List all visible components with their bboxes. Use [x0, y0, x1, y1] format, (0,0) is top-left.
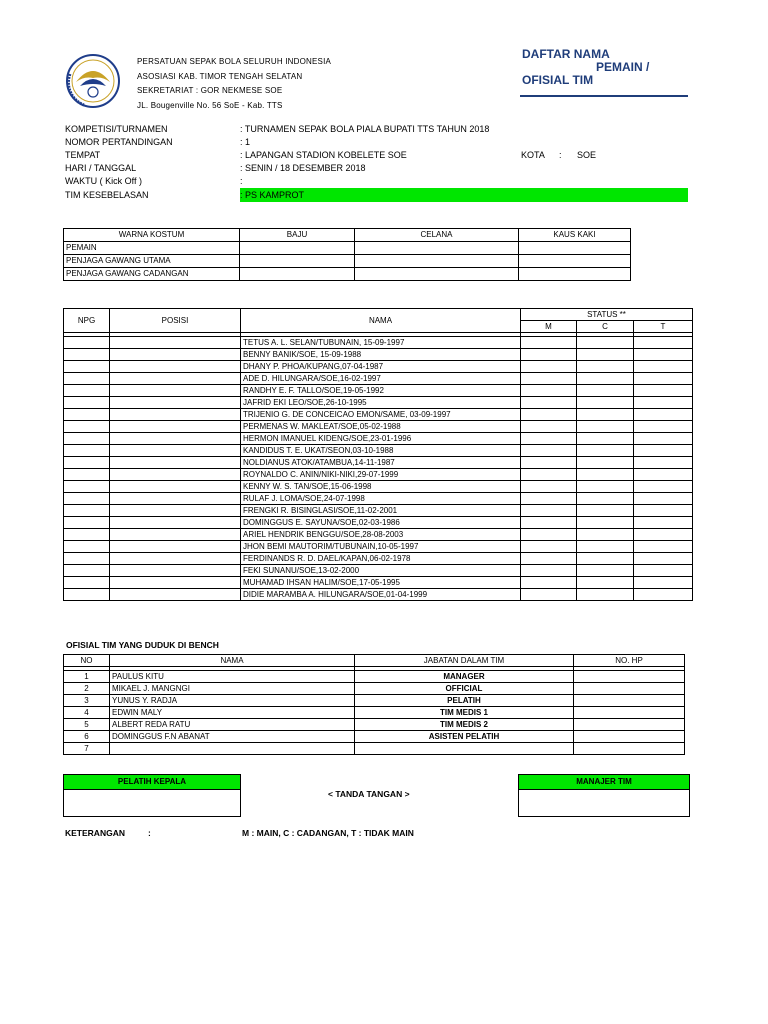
pssi-logo [64, 52, 134, 110]
col-header-nama: NAMA [110, 655, 355, 667]
status-m-cell[interactable] [521, 421, 577, 433]
official-no: 1 [64, 671, 110, 683]
posisi-cell[interactable] [110, 565, 241, 577]
col-header-jabatan: JABATAN DALAM TIM [355, 655, 574, 667]
status-t-cell[interactable] [634, 481, 693, 493]
npg-cell[interactable] [64, 337, 110, 349]
col-header-t: T [634, 321, 693, 333]
kota-label: KOTA [521, 150, 545, 160]
player-rows [64, 333, 693, 601]
official-role: TIM MEDIS 1 [355, 707, 574, 719]
npg-cell[interactable] [64, 349, 110, 361]
table-row [64, 337, 693, 349]
table-row [64, 577, 693, 589]
player-name: FRENGKI R. BISINGLASI/SOE,11-02-2001 [241, 505, 521, 517]
kota-colon: : [559, 150, 562, 160]
manajer-label: MANAJER TIM [519, 775, 689, 790]
col-header-posisi: POSISI [110, 309, 241, 333]
status-c-cell[interactable] [577, 373, 634, 385]
col-header-hp: NO. HP [574, 655, 685, 667]
status-c-cell[interactable] [577, 457, 634, 469]
status-t-cell[interactable] [634, 493, 693, 505]
info-value: : LAPANGAN STADION KOBELETE SOE [240, 150, 407, 160]
official-name: EDWIN MALY [110, 707, 355, 719]
official-name: ALBERT REDA RATU [110, 719, 355, 731]
table-row [64, 683, 685, 695]
status-c-cell[interactable] [577, 553, 634, 565]
player-name: DIDIE MARAMBA A. HILUNGARA/SOE,01-04-1999 [241, 589, 521, 601]
player-name: JHON BEMI MAUTORIM/TUBUNAIN,10-05-1997 [241, 541, 521, 553]
table-row [64, 695, 685, 707]
npg-cell[interactable] [64, 385, 110, 397]
table-row [64, 242, 631, 255]
posisi-cell[interactable] [110, 433, 241, 445]
status-c-cell[interactable] [577, 349, 634, 361]
status-m-cell[interactable] [521, 445, 577, 457]
official-name: DOMINGGUS F.N ABANAT [110, 731, 355, 743]
table-row [64, 361, 693, 373]
status-c-cell[interactable] [577, 421, 634, 433]
col-header-nama: NAMA [241, 309, 521, 333]
status-t-cell[interactable] [634, 421, 693, 433]
status-c-cell[interactable] [577, 577, 634, 589]
table-header-row [64, 309, 693, 321]
table-header-row [64, 655, 685, 667]
baju-cell[interactable] [240, 268, 355, 281]
title-underline [520, 95, 688, 97]
status-t-cell[interactable] [634, 589, 693, 601]
info-label: NOMOR PERTANDINGAN [65, 137, 173, 147]
pelatih-label: PELATIH KEPALA [64, 775, 240, 790]
table-row [64, 445, 693, 457]
celana-cell[interactable] [355, 242, 519, 255]
status-m-cell[interactable] [521, 433, 577, 445]
npg-cell[interactable] [64, 469, 110, 481]
npg-cell[interactable] [64, 577, 110, 589]
player-name: ADE D. HILUNGARA/SOE,16-02-1997 [241, 373, 521, 385]
posisi-cell[interactable] [110, 385, 241, 397]
status-c-cell[interactable] [577, 409, 634, 421]
table-row [64, 743, 685, 755]
npg-cell[interactable] [64, 541, 110, 553]
ofisial-table [63, 654, 685, 755]
posisi-cell[interactable] [110, 397, 241, 409]
posisi-cell[interactable] [110, 337, 241, 349]
npg-cell[interactable] [64, 433, 110, 445]
signature-caption: < TANDA TANGAN > [328, 789, 410, 799]
col-header-m: M [521, 321, 577, 333]
table-row [64, 505, 693, 517]
official-no: 6 [64, 731, 110, 743]
posisi-cell[interactable] [110, 421, 241, 433]
player-name: MUHAMAD IHSAN HALIM/SOE,17-05-1995 [241, 577, 521, 589]
kaus-cell[interactable] [519, 255, 631, 268]
status-t-cell[interactable] [634, 445, 693, 457]
posisi-cell[interactable] [110, 349, 241, 361]
org-line: JL. Bougenville No. 56 SoE - Kab. TTS [137, 100, 283, 110]
team-highlight-bar [240, 188, 688, 202]
player-name: DHANY P. PHOA/KUPANG,07-04-1987 [241, 361, 521, 373]
official-phone[interactable] [574, 707, 685, 719]
status-t-cell[interactable] [634, 457, 693, 469]
status-m-cell[interactable] [521, 469, 577, 481]
player-name: KENNY W. S. TAN/SOE,15-06-1998 [241, 481, 521, 493]
status-m-cell[interactable] [521, 349, 577, 361]
status-m-cell[interactable] [521, 397, 577, 409]
player-name: ROYNALDO C. ANIN/NIKI-NIKI,29-07-1999 [241, 469, 521, 481]
table-row [64, 541, 693, 553]
status-c-cell[interactable] [577, 445, 634, 457]
info-label: HARI / TANGGAL [65, 163, 137, 173]
npg-cell[interactable] [64, 565, 110, 577]
status-t-cell[interactable] [634, 577, 693, 589]
pelatih-signature-box[interactable] [63, 774, 241, 817]
info-label: TIM KESEBELASAN [65, 190, 149, 200]
table-row [64, 421, 693, 433]
status-t-cell[interactable] [634, 517, 693, 529]
status-t-cell[interactable] [634, 433, 693, 445]
status-c-cell[interactable] [577, 565, 634, 577]
npg-cell[interactable] [64, 589, 110, 601]
status-c-cell[interactable] [577, 385, 634, 397]
official-no: 4 [64, 707, 110, 719]
official-no: 5 [64, 719, 110, 731]
player-name: TETUS A. L. SELAN/TUBUNAIN, 15-09-1997 [241, 337, 521, 349]
ofisial-title: OFISIAL TIM YANG DUDUK DI BENCH [66, 640, 219, 650]
status-c-cell[interactable] [577, 529, 634, 541]
player-name: FERDINANDS R. D. DAEL/KAPAN,06-02-1978 [241, 553, 521, 565]
table-row [64, 707, 685, 719]
player-name: NOLDIANUS ATOK/ATAMBUA,14-11-1987 [241, 457, 521, 469]
posisi-cell[interactable] [110, 481, 241, 493]
official-role: PELATIH [355, 695, 574, 707]
player-name: ARIEL HENDRIK BENGGU/SOE,28-08-2003 [241, 529, 521, 541]
table-row [64, 349, 693, 361]
status-m-cell[interactable] [521, 385, 577, 397]
npg-cell[interactable] [64, 421, 110, 433]
player-table [63, 308, 693, 601]
status-c-cell[interactable] [577, 361, 634, 373]
status-t-cell[interactable] [634, 373, 693, 385]
table-row [64, 433, 693, 445]
status-m-cell[interactable] [521, 493, 577, 505]
table-row [64, 719, 685, 731]
npg-cell[interactable] [64, 445, 110, 457]
official-phone[interactable] [574, 743, 685, 755]
player-name: PERMENAS W. MAKLEAT/SOE,05-02-1988 [241, 421, 521, 433]
table-row [64, 409, 693, 421]
status-m-cell[interactable] [521, 481, 577, 493]
info-value: : [240, 176, 243, 186]
info-label: WAKTU ( Kick Off ) [65, 176, 143, 186]
official-no: 2 [64, 683, 110, 695]
table-row [64, 255, 631, 268]
status-m-cell[interactable] [521, 409, 577, 421]
table-row [64, 268, 631, 281]
table-row [64, 469, 693, 481]
status-m-cell[interactable] [521, 505, 577, 517]
table-row [64, 565, 693, 577]
col-header: KAUS KAKI [519, 229, 631, 242]
player-name: TRIJENIO G. DE CONCEICAO EMON/SAME, 03-09-1997 [241, 409, 521, 421]
celana-cell[interactable] [355, 255, 519, 268]
official-phone[interactable] [574, 719, 685, 731]
keterangan-value: M : MAIN, C : CADANGAN, T : TIDAK MAIN [242, 828, 414, 838]
row-label: PENJAGA GAWANG UTAMA [64, 255, 240, 268]
npg-cell[interactable] [64, 361, 110, 373]
col-header-c: C [577, 321, 634, 333]
official-role: MANAGER [355, 671, 574, 683]
status-m-cell[interactable] [521, 541, 577, 553]
posisi-cell[interactable] [110, 505, 241, 517]
title-line: DAFTAR NAMA [522, 47, 610, 61]
status-m-cell[interactable] [521, 361, 577, 373]
npg-cell[interactable] [64, 397, 110, 409]
status-t-cell[interactable] [634, 337, 693, 349]
info-label: KOMPETISI/TURNAMEN [65, 124, 168, 134]
player-name: KANDIDUS T. E. UKAT/SEON,03-10-1988 [241, 445, 521, 457]
status-t-cell[interactable] [634, 469, 693, 481]
npg-cell[interactable] [64, 517, 110, 529]
table-row [64, 457, 693, 469]
status-m-cell[interactable] [521, 577, 577, 589]
table-row [64, 397, 693, 409]
baju-cell[interactable] [240, 242, 355, 255]
player-name: JAFRID EKI LEO/SOE,26-10-1995 [241, 397, 521, 409]
official-phone[interactable] [574, 695, 685, 707]
info-value: : 1 [240, 137, 251, 147]
status-t-cell[interactable] [634, 361, 693, 373]
celana-cell[interactable] [355, 268, 519, 281]
status-c-cell[interactable] [577, 337, 634, 349]
status-m-cell[interactable] [521, 517, 577, 529]
posisi-cell[interactable] [110, 553, 241, 565]
status-c-cell[interactable] [577, 517, 634, 529]
status-c-cell[interactable] [577, 505, 634, 517]
team-name: : PS KAMPROT [240, 190, 305, 200]
official-role [355, 743, 574, 755]
kaus-cell[interactable] [519, 268, 631, 281]
posisi-cell[interactable] [110, 589, 241, 601]
col-header: CELANA [355, 229, 519, 242]
status-m-cell[interactable] [521, 529, 577, 541]
official-name: YUNUS Y. RADJA [110, 695, 355, 707]
status-t-cell[interactable] [634, 529, 693, 541]
table-row [64, 671, 685, 683]
org-line: PERSATUAN SEPAK BOLA SELURUH INDONESIA [137, 57, 332, 66]
info-label: TEMPAT [65, 150, 101, 160]
posisi-cell[interactable] [110, 409, 241, 421]
status-t-cell[interactable] [634, 505, 693, 517]
npg-cell[interactable] [64, 409, 110, 421]
status-c-cell[interactable] [577, 397, 634, 409]
status-c-cell[interactable] [577, 481, 634, 493]
col-header-npg: NPG [64, 309, 110, 333]
info-tempat [65, 149, 625, 162]
npg-cell[interactable] [64, 493, 110, 505]
row-label: PENJAGA GAWANG CADANGAN [64, 268, 240, 281]
npg-cell[interactable] [64, 529, 110, 541]
row-label: PEMAIN [64, 242, 240, 255]
table-row [64, 481, 693, 493]
status-c-cell[interactable] [577, 469, 634, 481]
info-value: : SENIN / 18 DESEMBER 2018 [240, 163, 366, 173]
official-role: TIM MEDIS 2 [355, 719, 574, 731]
official-no: 3 [64, 695, 110, 707]
posisi-cell[interactable] [110, 517, 241, 529]
status-c-cell[interactable] [577, 589, 634, 601]
manajer-signature-box[interactable] [518, 774, 690, 817]
table-row [64, 589, 693, 601]
status-t-cell[interactable] [634, 541, 693, 553]
official-name [110, 743, 355, 755]
status-m-cell[interactable] [521, 553, 577, 565]
kostum-table [63, 228, 631, 281]
posisi-cell[interactable] [110, 541, 241, 553]
status-t-cell[interactable] [634, 553, 693, 565]
player-name: DOMINGGUS E. SAYUNA/SOE,02-03-1986 [241, 517, 521, 529]
official-no: 7 [64, 743, 110, 755]
player-name: HERMON IMANUEL KIDENG/SOE,23-01-1996 [241, 433, 521, 445]
kota-value: SOE [577, 150, 597, 160]
status-t-cell[interactable] [634, 565, 693, 577]
table-row [64, 517, 693, 529]
kaus-cell[interactable] [519, 242, 631, 255]
status-c-cell[interactable] [577, 433, 634, 445]
player-name: RANDHY E. F. TALLO/SOE,19-05-1992 [241, 385, 521, 397]
posisi-cell[interactable] [110, 493, 241, 505]
title-line: OFISIAL TIM [522, 73, 594, 87]
posisi-cell[interactable] [110, 361, 241, 373]
col-header: WARNA KOSTUM [64, 229, 240, 242]
status-t-cell[interactable] [634, 349, 693, 361]
official-name: PAULUS KITU [110, 671, 355, 683]
baju-cell[interactable] [240, 255, 355, 268]
official-phone[interactable] [574, 683, 685, 695]
posisi-cell[interactable] [110, 457, 241, 469]
status-t-cell[interactable] [634, 385, 693, 397]
org-line: SEKRETARIAT : GOR NEKMESE SOE [137, 86, 283, 95]
status-m-cell[interactable] [521, 565, 577, 577]
status-t-cell[interactable] [634, 397, 693, 409]
npg-cell[interactable] [64, 481, 110, 493]
posisi-cell[interactable] [110, 577, 241, 589]
title-line: PEMAIN / [596, 60, 650, 74]
official-role: OFFICIAL [355, 683, 574, 695]
table-row [64, 529, 693, 541]
org-line: ASOSIASI KAB. TIMOR TENGAH SELATAN [137, 71, 303, 81]
npg-cell[interactable] [64, 505, 110, 517]
status-t-cell[interactable] [634, 409, 693, 421]
status-c-cell[interactable] [577, 493, 634, 505]
col-header: BAJU [240, 229, 355, 242]
npg-cell[interactable] [64, 373, 110, 385]
table-row [64, 385, 693, 397]
status-m-cell[interactable] [521, 457, 577, 469]
posisi-cell[interactable] [110, 373, 241, 385]
col-header-status: STATUS ** [521, 309, 693, 321]
table-row [64, 731, 685, 743]
info-value: : TURNAMEN SEPAK BOLA PIALA BUPATI TTS TAHUN 2018 [240, 124, 490, 134]
player-name: BENNY BANIK/SOE, 15-09-1988 [241, 349, 521, 361]
organization-block [137, 55, 331, 113]
table-row [64, 553, 693, 565]
status-m-cell[interactable] [521, 373, 577, 385]
official-name: MIKAEL J. MANGNGI [110, 683, 355, 695]
status-m-cell[interactable] [521, 337, 577, 349]
npg-cell[interactable] [64, 457, 110, 469]
player-name: FEKI SUNANU/SOE,13-02-2000 [241, 565, 521, 577]
official-phone[interactable] [574, 671, 685, 683]
official-phone[interactable] [574, 731, 685, 743]
keterangan-label: KETERANGAN [65, 828, 125, 838]
table-row [64, 373, 693, 385]
keterangan-colon: : [148, 828, 151, 838]
status-m-cell[interactable] [521, 589, 577, 601]
document-title [522, 48, 649, 87]
player-name: RULAF J. LOMA/SOE,24-07-1998 [241, 493, 521, 505]
status-c-cell[interactable] [577, 541, 634, 553]
posisi-cell[interactable] [110, 529, 241, 541]
col-header-no: NO [64, 655, 110, 667]
posisi-cell[interactable] [110, 445, 241, 457]
official-role: ASISTEN PELATIH [355, 731, 574, 743]
table-row [64, 493, 693, 505]
npg-cell[interactable] [64, 553, 110, 565]
posisi-cell[interactable] [110, 469, 241, 481]
ofisial-rows [64, 667, 685, 755]
table-header-row [64, 229, 631, 242]
